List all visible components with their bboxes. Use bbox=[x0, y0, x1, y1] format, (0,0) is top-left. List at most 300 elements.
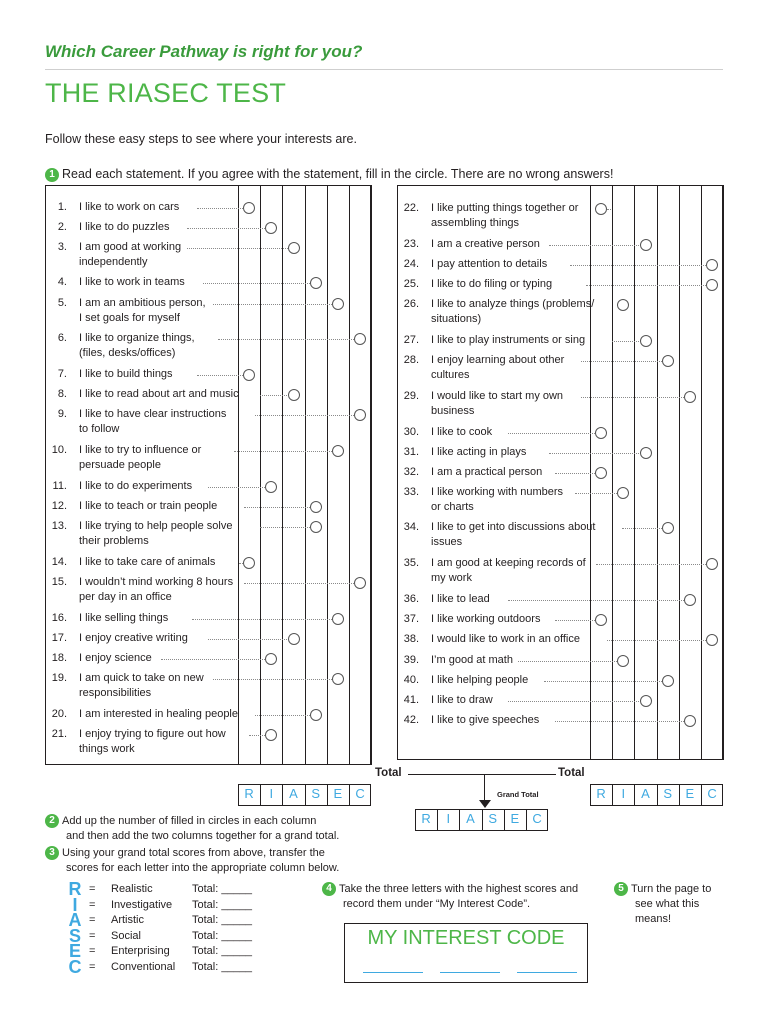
statement-line1: I wouldn’t mind working 8 hours bbox=[79, 576, 234, 588]
right-total-label: Total bbox=[558, 767, 585, 779]
statement-text bbox=[79, 651, 152, 666]
statement-line1: I like to work in teams bbox=[79, 276, 185, 288]
column-divider-right-1 bbox=[612, 185, 613, 760]
statement-line2: responsibilities bbox=[79, 687, 152, 699]
left-total-cell-R[interactable]: R bbox=[244, 786, 254, 801]
statement-line2: persuade people bbox=[79, 459, 161, 471]
column-divider-right-5 bbox=[701, 185, 702, 760]
statement-leader bbox=[555, 620, 596, 621]
interest-letter-I: I bbox=[72, 894, 78, 915]
answer-circle-A[interactable] bbox=[288, 633, 300, 645]
column-divider-left-4 bbox=[327, 185, 328, 765]
statement-line2: my work bbox=[431, 572, 472, 584]
statement-text bbox=[431, 556, 586, 586]
statement-number: 36. bbox=[403, 593, 419, 605]
statement-leader bbox=[555, 473, 596, 474]
statement-text bbox=[431, 333, 585, 348]
column-divider-left-5 bbox=[349, 185, 350, 765]
statement-line1: I am quick to take on new bbox=[79, 672, 204, 684]
statement-text bbox=[79, 631, 188, 646]
interest-equals: = bbox=[89, 929, 96, 942]
answer-circle-S[interactable] bbox=[310, 277, 322, 289]
statement-line1: I like to organize things, bbox=[79, 332, 195, 344]
statement-text bbox=[431, 389, 563, 419]
statement-leader bbox=[218, 339, 354, 340]
statement-line1: I like to read about art and music bbox=[79, 388, 239, 400]
statement-line2: to follow bbox=[79, 423, 120, 435]
statement-line1: I like to do filing or typing bbox=[431, 278, 553, 290]
statement-line1: I pay attention to details bbox=[431, 258, 548, 270]
answer-circle-R[interactable] bbox=[595, 203, 607, 215]
interest-code-box bbox=[344, 923, 588, 983]
interest-code-blank-1[interactable] bbox=[363, 972, 423, 973]
interest-equals: = bbox=[89, 960, 96, 973]
statement-line2: (files, desks/offices) bbox=[79, 347, 176, 359]
grand-totals-row bbox=[415, 809, 548, 829]
statement-line1: I like to try to influence or bbox=[79, 444, 202, 456]
statement-line2: per day in an office bbox=[79, 591, 172, 603]
grand-total-cell-E[interactable]: E bbox=[510, 811, 520, 826]
statement-line2: situations) bbox=[431, 313, 482, 325]
statement-text bbox=[431, 465, 542, 480]
step-5-line3: means! bbox=[635, 913, 672, 925]
column-divider-left-6 bbox=[371, 185, 372, 765]
statement-text bbox=[431, 693, 493, 708]
interest-code-blank-2[interactable] bbox=[440, 972, 500, 973]
statement-text bbox=[79, 200, 179, 215]
answer-circle-S[interactable] bbox=[310, 501, 322, 513]
interest-name: Social bbox=[111, 929, 141, 942]
column-divider-right-3 bbox=[657, 185, 658, 760]
statement-leader bbox=[244, 583, 354, 584]
column-divider-left-1 bbox=[260, 185, 261, 765]
statement-line1: I like to teach or train people bbox=[79, 500, 218, 512]
answer-circle-S[interactable] bbox=[310, 709, 322, 721]
statement-leader bbox=[213, 679, 332, 680]
step-2-line2: and then add the two columns together for a grand total. bbox=[66, 830, 340, 842]
statement-number: 34. bbox=[403, 521, 419, 533]
statement-leader bbox=[549, 453, 639, 454]
statement-leader bbox=[255, 715, 310, 716]
statement-leader bbox=[255, 415, 355, 416]
statement-leader bbox=[508, 600, 684, 601]
statement-number: 1. bbox=[57, 201, 67, 213]
statement-line1: I like to analyze things (problems/ bbox=[431, 298, 595, 310]
statement-leader bbox=[581, 361, 662, 362]
statement-text bbox=[431, 520, 595, 550]
right-total-cell-S[interactable]: S bbox=[663, 786, 673, 801]
statement-text bbox=[79, 519, 232, 549]
statement-line1: I like to play instruments or sing bbox=[431, 334, 586, 346]
right-total-cell-C[interactable]: C bbox=[707, 786, 717, 801]
answer-circle-R[interactable] bbox=[243, 557, 255, 569]
answer-circle-S[interactable] bbox=[662, 675, 674, 687]
interest-name: Enterprising bbox=[111, 945, 170, 957]
page-subtitle: Which Career Pathway is right for you? bbox=[45, 42, 363, 61]
answer-circle-E[interactable] bbox=[684, 594, 696, 606]
column-divider-right-6 bbox=[723, 185, 724, 760]
statement-text bbox=[79, 707, 238, 722]
statement-number: 12. bbox=[51, 500, 67, 512]
statement-text bbox=[79, 727, 226, 757]
statement-number: 29. bbox=[403, 390, 419, 402]
column-divider-left-0 bbox=[238, 185, 239, 765]
grand-total-arrow-head bbox=[479, 800, 491, 808]
statement-number: 37. bbox=[403, 613, 419, 625]
step-2-instruction bbox=[45, 814, 339, 844]
step-3-instruction bbox=[45, 846, 339, 876]
statement-number: 26. bbox=[403, 298, 419, 310]
statement-number: 35. bbox=[403, 557, 419, 569]
grand-total-cell-I[interactable]: I bbox=[446, 811, 451, 826]
right-total-cell-E[interactable]: E bbox=[685, 786, 695, 801]
grand-total-label: Grand Total bbox=[497, 790, 539, 799]
answer-circle-R[interactable] bbox=[595, 467, 607, 479]
statement-leader bbox=[187, 228, 265, 229]
left-total-cell-C[interactable]: C bbox=[355, 786, 365, 801]
statement-leader bbox=[197, 375, 243, 376]
statement-number: 31. bbox=[403, 446, 419, 458]
statement-leader bbox=[544, 681, 662, 682]
statement-line1: I enjoy creative writing bbox=[79, 632, 188, 644]
interest-total-field[interactable]: Total: _____ bbox=[192, 945, 252, 957]
statement-number: 32. bbox=[403, 466, 419, 478]
column-divider-left-3 bbox=[305, 185, 306, 765]
statement-line2: independently bbox=[79, 256, 148, 268]
grand-total-cell-R[interactable]: R bbox=[421, 811, 431, 826]
step-2-badge: 2 bbox=[45, 814, 59, 828]
answer-circle-E[interactable] bbox=[332, 445, 344, 457]
grand-total-cell-C[interactable]: C bbox=[532, 811, 542, 826]
statement-text bbox=[431, 201, 578, 231]
statement-line1: I would like to start my own bbox=[431, 390, 564, 402]
step-1-instruction bbox=[45, 167, 613, 182]
statement-number: 11. bbox=[52, 480, 67, 492]
statement-leader bbox=[596, 564, 706, 565]
statement-number: 17. bbox=[51, 632, 67, 644]
statement-leader bbox=[197, 208, 243, 209]
statement-line1: I like to do experiments bbox=[79, 480, 193, 492]
statement-leader bbox=[612, 341, 640, 342]
statement-text bbox=[79, 367, 173, 382]
interest-name: Realistic bbox=[111, 883, 153, 895]
statement-number: 9. bbox=[57, 408, 67, 420]
statement-number: 40. bbox=[403, 674, 419, 686]
statement-line1: I’m good at math bbox=[431, 654, 513, 666]
interest-total-field[interactable]: Total: _____ bbox=[192, 883, 252, 895]
statement-line1: I like to cook bbox=[431, 426, 493, 438]
grand-total-arrow-stem bbox=[484, 774, 485, 800]
statement-line2: business bbox=[431, 405, 475, 417]
interest-letter-A: A bbox=[68, 910, 82, 930]
step-5-line2: see what this bbox=[635, 898, 700, 910]
statement-leader bbox=[192, 619, 332, 620]
statements-table-left bbox=[45, 185, 371, 765]
answer-circle-A[interactable] bbox=[640, 239, 652, 251]
statement-number: 38. bbox=[403, 633, 419, 645]
statement-leader bbox=[208, 639, 288, 640]
statement-text bbox=[431, 277, 552, 292]
statement-number: 10. bbox=[51, 444, 67, 456]
answer-circle-C[interactable] bbox=[706, 279, 718, 291]
interest-total-field[interactable]: Total: _____ bbox=[192, 929, 252, 942]
statement-line1: I like helping people bbox=[431, 674, 529, 686]
answer-circle-E[interactable] bbox=[332, 613, 344, 625]
step-4-line2: record them under “My Interest Code”. bbox=[343, 898, 531, 910]
statement-number: 20. bbox=[51, 708, 67, 720]
statement-text bbox=[431, 297, 594, 327]
statement-leader bbox=[208, 487, 266, 488]
statement-text bbox=[431, 353, 564, 383]
interest-total-field[interactable]: Total: _____ bbox=[192, 898, 252, 911]
statement-leader bbox=[549, 245, 639, 246]
statement-line1: I am a creative person bbox=[431, 238, 540, 250]
answer-circle-A[interactable] bbox=[288, 389, 300, 401]
statement-number: 22. bbox=[403, 202, 419, 214]
step-1-badge: 1 bbox=[45, 168, 59, 182]
statement-leader bbox=[260, 395, 288, 396]
statement-number: 42. bbox=[403, 714, 419, 726]
left-total-label: Total bbox=[375, 767, 402, 779]
interest-letter-S: S bbox=[68, 925, 81, 946]
statements-table-right bbox=[397, 185, 723, 760]
statement-line1: I like trying to help people solve bbox=[79, 520, 233, 532]
statement-leader bbox=[581, 397, 684, 398]
statement-line1: I like to take care of animals bbox=[79, 556, 216, 568]
statement-number: 23. bbox=[403, 238, 419, 250]
statement-leader bbox=[607, 640, 707, 641]
step-1-text: Read each statement. If you agree with the statement, fill in the circle. There are no wrong answers! bbox=[62, 167, 614, 181]
right-total-cell-A[interactable]: A bbox=[641, 786, 650, 801]
statement-line1: I am good at working bbox=[79, 241, 182, 253]
statement-line2: cultures bbox=[431, 369, 470, 381]
step-3-line2: scores for each letter into the appropriate column below. bbox=[66, 862, 340, 874]
statement-line1: I am interested in healing people bbox=[79, 708, 238, 720]
answer-circle-E[interactable] bbox=[684, 391, 696, 403]
statement-number: 3. bbox=[57, 241, 67, 253]
statement-line1: I like to do puzzles bbox=[79, 221, 170, 233]
left-total-cell-S[interactable]: S bbox=[311, 786, 321, 801]
interest-total-field[interactable]: Total: _____ bbox=[192, 960, 252, 973]
step-4-line1: Take the three letters with the highest scores and bbox=[339, 883, 579, 895]
answer-circle-C[interactable] bbox=[354, 409, 366, 421]
statement-number: 25. bbox=[403, 278, 419, 290]
grand-total-cell-A[interactable]: A bbox=[466, 811, 475, 826]
statement-text bbox=[79, 407, 226, 437]
statement-leader bbox=[586, 285, 706, 286]
left-total-cell-A[interactable]: A bbox=[289, 786, 298, 801]
statement-text bbox=[431, 673, 528, 688]
statement-line1: I like working outdoors bbox=[431, 613, 541, 625]
statement-leader bbox=[570, 265, 706, 266]
statement-line1: I enjoy learning about other bbox=[431, 354, 565, 366]
step-4-instruction bbox=[322, 882, 578, 912]
answer-circle-S[interactable] bbox=[662, 355, 674, 367]
statement-number: 7. bbox=[57, 368, 67, 380]
statement-text bbox=[431, 612, 540, 627]
statement-number: 33. bbox=[403, 486, 419, 498]
statement-line2: things work bbox=[79, 743, 135, 755]
statement-text bbox=[79, 575, 233, 605]
interest-name: Conventional bbox=[111, 960, 176, 973]
answer-circle-E[interactable] bbox=[332, 298, 344, 310]
statement-line2: I set goals for myself bbox=[79, 312, 180, 324]
interest-equals: = bbox=[89, 898, 96, 911]
statement-line1: I like to have clear instructions bbox=[79, 408, 227, 420]
statement-leader bbox=[213, 304, 332, 305]
right-totals-row bbox=[590, 784, 723, 804]
statement-leader bbox=[607, 209, 611, 210]
statement-text bbox=[431, 445, 526, 460]
statement-text bbox=[79, 387, 239, 402]
statement-number: 18. bbox=[51, 652, 67, 664]
statement-text bbox=[79, 611, 168, 626]
statement-line1: I like working with numbers bbox=[431, 486, 564, 498]
statement-number: 24. bbox=[403, 258, 419, 270]
step-4-badge: 4 bbox=[322, 882, 336, 896]
statement-line1: I like selling things bbox=[79, 612, 169, 624]
statement-number: 16. bbox=[51, 612, 67, 624]
statement-text bbox=[431, 592, 490, 607]
statement-line2: issues bbox=[431, 536, 463, 548]
left-totals-row bbox=[238, 784, 371, 804]
statement-number: 14. bbox=[51, 556, 67, 568]
statement-line1: I like to work on cars bbox=[79, 201, 180, 213]
statement-leader bbox=[161, 659, 265, 660]
statement-leader bbox=[260, 527, 310, 528]
right-total-cell-I[interactable]: I bbox=[621, 786, 626, 801]
interest-equals: = bbox=[89, 945, 96, 957]
step-5-instruction bbox=[614, 882, 711, 927]
statement-text bbox=[431, 425, 492, 440]
header-divider bbox=[45, 69, 723, 70]
interest-code-title: MY INTEREST CODE bbox=[367, 927, 565, 949]
answer-circle-R[interactable] bbox=[243, 202, 255, 214]
statement-line1: I like putting things together or bbox=[431, 202, 579, 214]
interest-letter-C: C bbox=[68, 956, 82, 977]
interest-letter-E: E bbox=[68, 941, 81, 961]
interest-name: Artistic bbox=[111, 914, 144, 926]
statement-number: 15. bbox=[51, 576, 67, 588]
step-3-badge: 3 bbox=[45, 846, 59, 860]
answer-circle-A[interactable] bbox=[288, 242, 300, 254]
statement-text bbox=[79, 331, 195, 361]
statement-line1: I like to get into discussions about bbox=[431, 521, 596, 533]
statement-number: 2. bbox=[57, 221, 67, 233]
interest-total-field[interactable]: Total: _____ bbox=[192, 914, 252, 926]
statement-number: 30. bbox=[403, 426, 419, 438]
statement-number: 28. bbox=[403, 354, 419, 366]
interest-equals: = bbox=[89, 883, 96, 895]
statement-leader bbox=[508, 701, 640, 702]
intro-text: Follow these easy steps to see where your interests are. bbox=[45, 132, 357, 146]
step-2-line1: Add up the number of filled in circles in each column bbox=[62, 815, 317, 827]
answer-circle-R[interactable] bbox=[595, 427, 607, 439]
statement-leader bbox=[244, 507, 310, 508]
statement-text bbox=[79, 479, 192, 494]
statement-number: 41. bbox=[403, 694, 419, 706]
answer-circle-E[interactable] bbox=[684, 715, 696, 727]
column-divider-left-2 bbox=[282, 185, 283, 765]
answer-circle-C[interactable] bbox=[354, 577, 366, 589]
statement-line1: I like to lead bbox=[431, 593, 490, 605]
statement-leader bbox=[518, 661, 617, 662]
column-divider-right-2 bbox=[634, 185, 635, 760]
statement-text bbox=[431, 485, 563, 515]
statement-leader bbox=[555, 721, 684, 722]
statement-line2: or charts bbox=[431, 501, 474, 513]
page-title: THE RIASEC TEST bbox=[45, 78, 287, 108]
answer-circle-A[interactable] bbox=[640, 335, 652, 347]
statement-text bbox=[79, 671, 204, 701]
statement-number: 6. bbox=[57, 332, 67, 344]
answer-circle-A[interactable] bbox=[640, 695, 652, 707]
answer-circle-A[interactable] bbox=[640, 447, 652, 459]
statement-line1: I like to draw bbox=[431, 694, 493, 706]
statement-leader bbox=[203, 283, 310, 284]
statement-leader bbox=[234, 451, 332, 452]
interest-name: Investigative bbox=[111, 898, 173, 911]
total-connector-line bbox=[408, 774, 556, 775]
column-divider-right-4 bbox=[679, 185, 680, 760]
statement-number: 39. bbox=[403, 654, 419, 666]
interest-code-blank-3[interactable] bbox=[517, 972, 577, 973]
answer-circle-R[interactable] bbox=[595, 614, 607, 626]
statement-line1: I like to give speeches bbox=[431, 714, 540, 726]
statement-line2: their problems bbox=[79, 535, 149, 547]
statement-line1: I enjoy science bbox=[79, 652, 152, 664]
step-5-line1: Turn the page to bbox=[631, 883, 712, 895]
statement-text bbox=[431, 257, 547, 272]
answer-circle-E[interactable] bbox=[332, 673, 344, 685]
answer-circle-S[interactable] bbox=[662, 522, 674, 534]
statement-text bbox=[79, 240, 181, 270]
statement-text bbox=[431, 632, 580, 647]
interest-equals: = bbox=[89, 914, 96, 926]
answer-circle-C[interactable] bbox=[706, 558, 718, 570]
statement-text bbox=[431, 653, 513, 668]
left-total-cell-E[interactable]: E bbox=[333, 786, 343, 801]
grand-total-cell-S[interactable]: S bbox=[488, 811, 498, 826]
statement-leader bbox=[575, 493, 617, 494]
statement-leader bbox=[249, 735, 265, 736]
left-total-cell-I[interactable]: I bbox=[269, 786, 274, 801]
interest-letter-R: R bbox=[68, 879, 82, 899]
statement-line1: I enjoy trying to figure out how bbox=[79, 728, 226, 740]
statement-leader bbox=[622, 528, 662, 529]
right-total-cell-R[interactable]: R bbox=[596, 786, 606, 801]
statement-text bbox=[431, 237, 540, 252]
answer-circle-C[interactable] bbox=[354, 333, 366, 345]
statement-line1: I would like to work in an office bbox=[431, 633, 580, 645]
answer-circle-S[interactable] bbox=[310, 521, 322, 533]
statement-number: 4. bbox=[57, 276, 67, 288]
statement-number: 21. bbox=[51, 728, 67, 740]
statement-text bbox=[431, 713, 539, 728]
statement-number: 5. bbox=[57, 297, 67, 309]
statement-number: 13. bbox=[51, 520, 67, 532]
statement-line1: I like acting in plays bbox=[431, 446, 527, 458]
statement-line1: I am a practical person bbox=[431, 466, 543, 478]
answer-circle-C[interactable] bbox=[706, 259, 718, 271]
answer-circle-C[interactable] bbox=[706, 634, 718, 646]
statement-text bbox=[79, 296, 206, 326]
statement-leader bbox=[187, 248, 288, 249]
statement-leader bbox=[508, 433, 595, 434]
answer-circle-R[interactable] bbox=[243, 369, 255, 381]
statement-number: 27. bbox=[403, 334, 419, 346]
statement-line1: I am good at keeping records of bbox=[431, 557, 586, 569]
